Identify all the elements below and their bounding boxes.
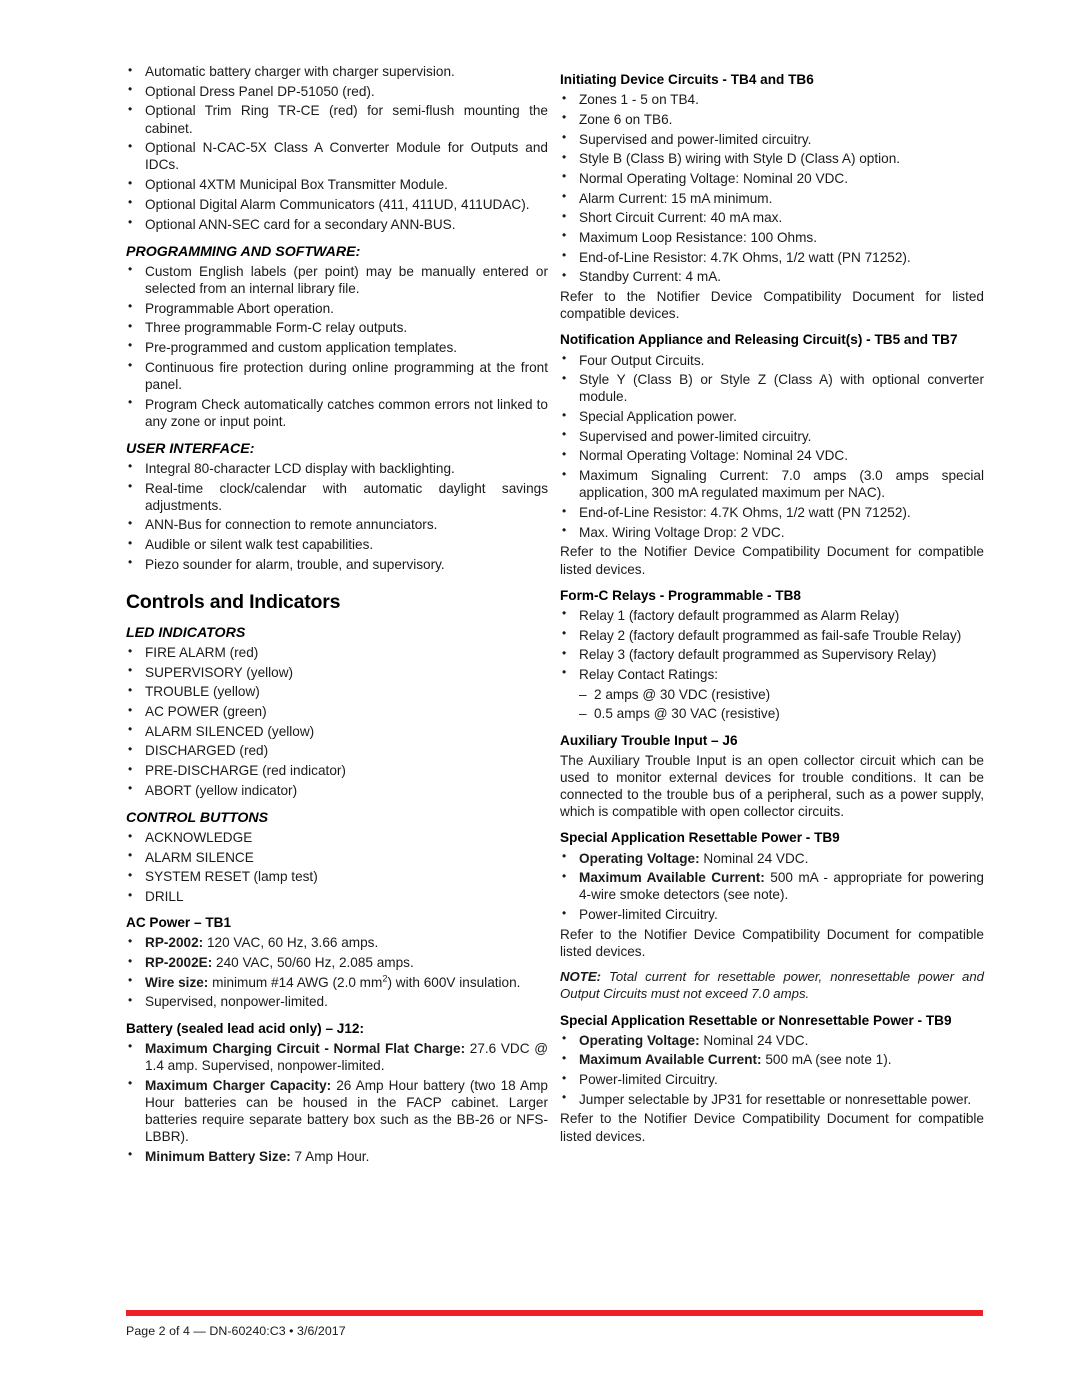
right-column (560, 62, 984, 1168)
note-text: Total current for resettable power, nonresettable power and Output Circuits must not exceed 7.0 amps. (560, 969, 984, 1001)
item-text: minimum #14 AWG (2.0 mm (208, 974, 383, 990)
list-item: • DRILL (126, 888, 548, 905)
list-item (126, 1148, 548, 1165)
two-column-body (126, 62, 984, 1168)
item-label: Minimum Battery Size: (145, 1148, 291, 1164)
list-item: • Audible or silent walk test capabilities. (126, 536, 548, 553)
list-item: • Style Y (Class B) or Style Z (Class A) with optional converter module. (560, 371, 984, 405)
heading-initiating-device-circuits: Initiating Device Circuits - TB4 and TB6 (560, 72, 814, 87)
item-text-cont: ) with 600V insulation. (387, 974, 521, 990)
list-item (126, 1077, 548, 1146)
footnote-compatibility: Refer to the Notifier Device Compatibility Document for compatible listed devices. (560, 1111, 984, 1144)
list-item (126, 1040, 548, 1074)
note-total-current (560, 969, 984, 1002)
list-item: • SYSTEM RESET (lamp test) (126, 868, 548, 885)
item-label: Maximum Available Current: (579, 1052, 762, 1068)
programming-list (126, 263, 548, 430)
list-item: • Zones 1 - 5 on TB4. (560, 91, 984, 108)
heading-control-buttons: CONTROL BUTTONS (126, 810, 269, 826)
list-item: • Piezo sounder for alarm, trouble, and supervisory. (126, 556, 548, 573)
item-text: 500 mA (see note 1). (761, 1052, 892, 1068)
features-continued-list (126, 63, 548, 233)
battery-list (126, 1040, 548, 1165)
list-item (560, 1091, 984, 1108)
list-item (560, 1071, 984, 1088)
footnote-compatibility: Refer to the Notifier Device Compatibility Document for listed compatible devices. (560, 289, 984, 322)
list-item: • DISCHARGED (red) (126, 742, 548, 759)
list-item: • Optional Trim Ring TR-CE (red) for semi-flush mounting the cabinet. (126, 102, 548, 136)
item-label: Maximum Charging Circuit - Normal Flat Charge: (145, 1040, 466, 1056)
list-item (560, 850, 984, 867)
list-item: • Short Circuit Current: 40 mA max. (560, 209, 984, 226)
item-text: 240 VAC, 50/60 Hz, 2.085 amps. (212, 955, 414, 971)
item-label: Operating Voltage: (579, 850, 700, 866)
heading-battery-j12: Battery (sealed lead acid only) – J12: (126, 1020, 364, 1036)
item-label: Maximum Available Current: (579, 870, 765, 886)
list-item (126, 954, 548, 971)
control-buttons-list (126, 829, 548, 905)
list-item (126, 934, 548, 951)
list-item: • Pre-programmed and custom application templates. (126, 339, 548, 356)
item-label: RP-2002: (145, 935, 204, 951)
list-item: • Optional Dress Panel DP-51050 (red). (126, 83, 548, 100)
list-item: • Normal Operating Voltage: Nominal 20 VDC. (560, 170, 984, 187)
list-item: • Automatic battery charger with charger supervision. (126, 63, 548, 80)
list-item (126, 993, 548, 1010)
note-label: NOTE: (560, 969, 602, 985)
list-item: • Max. Wiring Voltage Drop: 2 VDC. (560, 524, 984, 541)
item-text: 120 VAC, 60 Hz, 3.66 amps. (203, 935, 379, 951)
item-label: Operating Voltage: (579, 1032, 700, 1048)
list-item (560, 1051, 984, 1068)
list-item: • Custom English labels (per point) may be manually entered or selected from an internal library file. (126, 263, 548, 297)
list-item (560, 869, 984, 903)
heading-user-interface: USER INTERFACE: (126, 440, 255, 457)
item-text: 7 Amp Hour. (290, 1148, 370, 1164)
list-item: • ALARM SILENCED (yellow) (126, 723, 548, 740)
list-item: • Style B (Class B) wiring with Style D (Class A) option. (560, 150, 984, 167)
item-text: 500 mA - appropriate for powering 4-wire smoke detectors (see note). (579, 870, 984, 903)
list-item: • Normal Operating Voltage: Nominal 24 VDC. (560, 447, 984, 464)
list-item: • Optional Digital Alarm Communicators (411, 411UD, 411UDAC). (126, 196, 548, 213)
list-item: • Relay 1 (factory default programmed as Alarm Relay) (560, 607, 984, 624)
footnote-compatibility: Refer to the Notifier Device Compatibility Document for compatible listed devices. (560, 926, 984, 959)
list-item: • TROUBLE (yellow) (126, 683, 548, 700)
list-item (560, 1032, 984, 1049)
list-item: • Four Output Circuits. (560, 352, 984, 369)
footnote-compatibility: Refer to the Notifier Device Compatibility Document for compatible listed devices. (560, 544, 984, 577)
list-item: • Maximum Loop Resistance: 100 Ohms. (560, 229, 984, 246)
list-item: • Supervised and power-limited circuitry. (560, 428, 984, 445)
item-label: Maximum Charger Capacity: (145, 1077, 332, 1093)
list-item: • ABORT (yellow indicator) (126, 782, 548, 799)
ac-power-list (126, 934, 548, 1010)
list-item: • ALARM SILENCE (126, 849, 548, 866)
list-item: • Optional ANN-SEC card for a secondary ANN-BUS. (126, 216, 548, 233)
superscript: 2 (382, 973, 388, 984)
left-column (126, 62, 548, 1168)
form-c-relays-list (560, 607, 984, 683)
list-item: • End-of-Line Resistor: 4.7K Ohms, 1/2 watt (PN 71252). (560, 249, 984, 266)
initiating-device-circuits-list (560, 91, 984, 285)
list-item: • End-of-Line Resistor: 4.7K Ohms, 1/2 watt (PN 71252). (560, 504, 984, 521)
list-item (560, 906, 984, 923)
list-item: • Programmable Abort operation. (126, 300, 548, 317)
item-text: 27.6 VDC @ 1.4 amp. Supervised, nonpower-limited. (145, 1040, 548, 1073)
heading-programming-and-software: PROGRAMMING AND SOFTWARE: (126, 243, 361, 260)
list-item: • Relay 2 (factory default programmed as fail-safe Trouble Relay) (560, 627, 984, 644)
item-text: Jumper selectable by JP31 for resettable or nonresettable power. (579, 1091, 972, 1107)
list-item: • Three programmable Form-C relay outputs. (126, 319, 548, 336)
list-item: • Special Application power. (560, 408, 984, 425)
section-title-controls-and-indicators: Controls and Indicators (126, 591, 341, 613)
list-item: • Optional 4XTM Municipal Box Transmitter Module. (126, 176, 548, 193)
list-item: • Supervised and power-limited circuitry. (560, 131, 984, 148)
notification-appliance-list (560, 352, 984, 541)
list-item: • Optional N-CAC-5X Class A Converter Module for Outputs and IDCs. (126, 139, 548, 173)
resettable-power-list (560, 850, 984, 924)
item-text: Supervised, nonpower-limited. (145, 994, 328, 1010)
list-item: • SUPERVISORY (yellow) (126, 664, 548, 681)
list-item: • Relay 3 (factory default programmed as Supervisory Relay) (560, 646, 984, 663)
list-item: – 2 amps @ 30 VDC (resistive) (579, 686, 984, 703)
heading-special-application-resettable-power: Special Application Resettable Power - TB9 (560, 830, 840, 846)
heading-auxiliary-trouble-input: Auxiliary Trouble Input – J6 (560, 732, 738, 748)
list-item: • ACKNOWLEDGE (126, 829, 548, 846)
list-item: • Alarm Current: 15 mA minimum. (560, 190, 984, 207)
list-item (126, 974, 548, 991)
list-item: • PRE-DISCHARGE (red indicator) (126, 762, 548, 779)
item-text: Nominal 24 VDC. (699, 850, 809, 866)
heading-resettable-or-nonresettable-power: Special Application Resettable or Nonresettable Power - TB9 (560, 1012, 952, 1028)
item-label: RP-2002E: (145, 955, 213, 971)
heading-form-c-relays: Form-C Relays - Programmable - TB8 (560, 587, 801, 603)
list-item: • Zone 6 on TB6. (560, 111, 984, 128)
list-item: • Integral 80-character LCD display with backlighting. (126, 460, 548, 477)
resettable-or-nonresettable-power-list (560, 1032, 984, 1108)
list-item: • Continuous fire protection during online programming at the front panel. (126, 359, 548, 393)
footer-page-info: Page 2 of 4 — DN-60240:C3 • 3/6/2017 (126, 1324, 346, 1338)
user-interface-list (126, 460, 548, 573)
list-item: • FIRE ALARM (red) (126, 644, 548, 661)
heading-ac-power-tb1: AC Power – TB1 (126, 915, 231, 931)
heading-led-indicators: LED INDICATORS (126, 625, 246, 641)
list-item: – 0.5 amps @ 30 VAC (resistive) (579, 705, 984, 722)
list-item: • Relay Contact Ratings: (560, 666, 984, 683)
item-text: Power-limited Circuitry. (579, 907, 718, 923)
list-item: • Program Check automatically catches common errors not linked to any zone or input point. (126, 396, 548, 430)
heading-notification-appliance-circuits: Notification Appliance and Releasing Circuit(s) - TB5 and TB7 (560, 332, 958, 348)
item-label: Wire size: (145, 974, 209, 990)
auxiliary-trouble-input-paragraph: The Auxiliary Trouble Input is an open collector circuit which can be used to monitor external devices for trouble conditions. It can be connected to the trouble bus of a peripheral, such as a power supply, which is compatible with open collector circuits. (560, 752, 984, 820)
list-item: • ANN-Bus for connection to remote annunciators. (126, 516, 548, 533)
item-text: Power-limited Circuitry. (579, 1072, 718, 1087)
relay-contact-ratings-list (560, 686, 984, 723)
list-item: • Standby Current: 4 mA. (560, 268, 984, 285)
list-item: • AC POWER (green) (126, 703, 548, 720)
item-text: Nominal 24 VDC. (699, 1032, 809, 1048)
item-text: 26 Amp Hour battery (two 18 Amp Hour batteries can be housed in the FACP cabinet. Larger batteries require separate battery box such as the BB-26 or NFS-LBBR). (145, 1077, 548, 1145)
list-item: • Maximum Signaling Current: 7.0 amps (3.0 amps special application, 300 mA regulated maximum per NAC). (560, 467, 984, 501)
list-item: • Real-time clock/calendar with automatic daylight savings adjustments. (126, 480, 548, 514)
footer-red-rule (126, 1310, 983, 1316)
led-indicators-list (126, 644, 548, 799)
